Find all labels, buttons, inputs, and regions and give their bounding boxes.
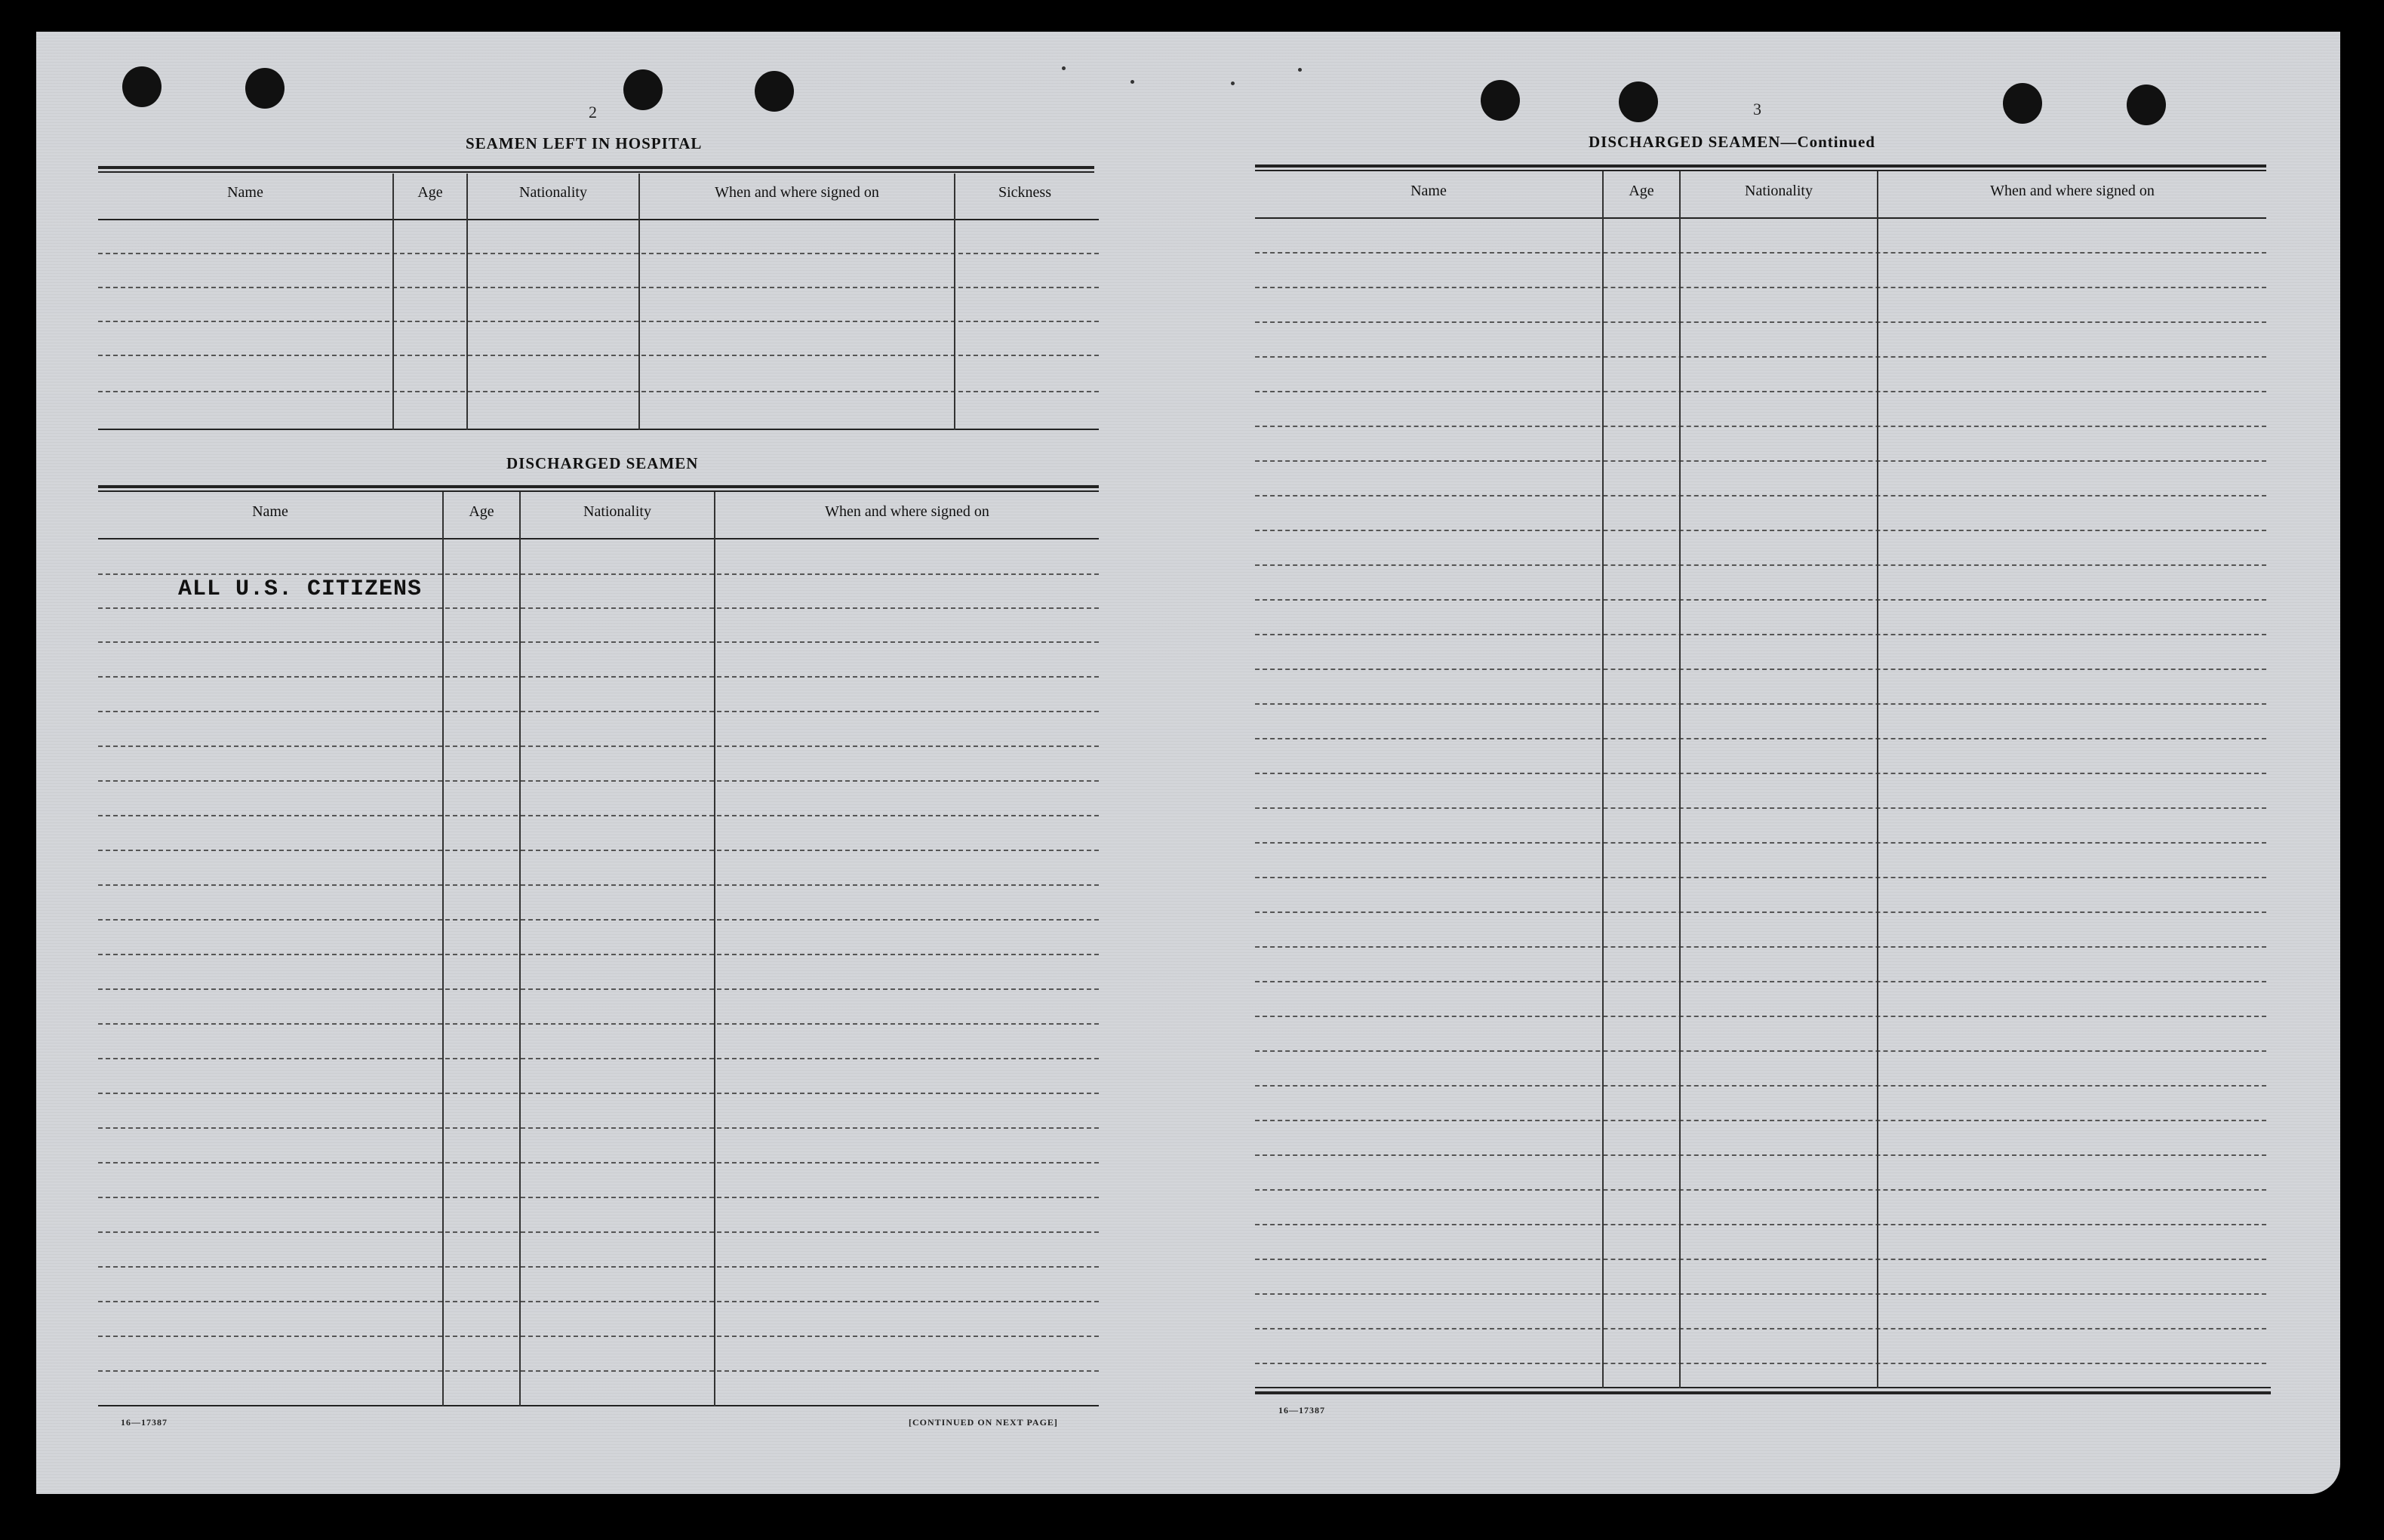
form-number-right: 16—17387	[1278, 1405, 1325, 1416]
speck	[1062, 66, 1066, 70]
discharged-col-divider	[714, 492, 715, 1406]
continued-row-line	[1255, 252, 2266, 254]
continued-row-line	[1255, 426, 2266, 427]
continued-row-line	[1255, 1363, 2266, 1364]
continued-row-line	[1255, 1120, 2266, 1121]
continued-row-line	[1255, 773, 2266, 774]
hospital-header-rule	[98, 219, 1099, 220]
discharged-row-line	[98, 573, 1099, 575]
continued-row-line	[1255, 1328, 2266, 1329]
continued-row-line	[1255, 946, 2266, 948]
continued-row-line	[1255, 391, 2266, 392]
page-number-right: 3	[1753, 100, 1761, 118]
discharged-row-line	[98, 954, 1099, 955]
continued-col-signed-on: When and where signed on	[1990, 183, 2155, 199]
punch-hole	[755, 71, 794, 112]
discharged-row-line	[98, 884, 1099, 886]
discharged-row-line	[98, 850, 1099, 851]
discharged-continued-title: DISCHARGED SEAMEN—Continued	[1589, 133, 1875, 151]
discharged-header-rule	[98, 538, 1099, 539]
continued-row-line	[1255, 877, 2266, 878]
punch-hole	[2003, 83, 2042, 124]
discharged-entry: ALL U.S. CITIZENS	[178, 576, 423, 602]
discharged-bottom-rule	[98, 1405, 1099, 1406]
discharged-col-divider	[442, 492, 444, 1406]
continued-row-line	[1255, 1259, 2266, 1260]
discharged-section-title: DISCHARGED SEAMEN	[506, 454, 699, 472]
hospital-col-divider	[466, 174, 468, 430]
continued-row-line	[1255, 495, 2266, 496]
continued-row-line	[1255, 321, 2266, 323]
discharged-row-line	[98, 1197, 1099, 1198]
continued-row-line	[1255, 1224, 2266, 1225]
discharged-row-line	[98, 780, 1099, 782]
continued-table-top-rule-thin	[1255, 170, 2266, 171]
hospital-col-divider	[954, 174, 955, 430]
speck	[1130, 80, 1134, 84]
continued-bottom-rule	[1255, 1387, 2271, 1388]
hospital-col-sickness: Sickness	[998, 184, 1051, 201]
hospital-table-top-rule	[98, 166, 1094, 169]
continued-header-rule	[1255, 217, 2266, 219]
hospital-row-line	[98, 391, 1099, 392]
continued-bottom-rule-thick	[1255, 1391, 2271, 1394]
continued-col-nationality: Nationality	[1745, 183, 1813, 199]
discharged-col-divider	[519, 492, 521, 1406]
continued-row-line	[1255, 460, 2266, 462]
continued-row-line	[1255, 530, 2266, 531]
hospital-row-line	[98, 253, 1099, 254]
discharged-col-signed-on: When and where signed on	[825, 503, 989, 520]
continued-table-top-rule	[1255, 164, 2266, 168]
discharged-row-line	[98, 1266, 1099, 1268]
hospital-col-nationality: Nationality	[519, 184, 587, 201]
discharged-row-line	[98, 1127, 1099, 1129]
speck	[1231, 81, 1235, 85]
continued-row-line	[1255, 1016, 2266, 1017]
hospital-row-line	[98, 355, 1099, 356]
document-sheet	[36, 32, 2340, 1494]
discharged-row-line	[98, 1231, 1099, 1233]
continued-row-line	[1255, 1050, 2266, 1052]
discharged-row-line	[98, 1336, 1099, 1337]
page-number-left: 2	[589, 103, 597, 121]
discharged-row-line	[98, 1058, 1099, 1059]
continued-col-name: Name	[1410, 183, 1447, 199]
punch-hole	[245, 68, 285, 109]
discharged-row-line	[98, 1370, 1099, 1372]
continued-col-divider	[1602, 171, 1604, 1388]
discharged-row-line	[98, 676, 1099, 678]
hospital-bottom-rule	[98, 429, 1099, 430]
hospital-col-age: Age	[417, 184, 443, 201]
continued-col-divider	[1877, 171, 1878, 1388]
discharged-row-line	[98, 815, 1099, 816]
discharged-row-line	[98, 711, 1099, 712]
continued-row-line	[1255, 981, 2266, 982]
discharged-row-line	[98, 1093, 1099, 1094]
form-number-left: 16—17387	[121, 1417, 168, 1428]
hospital-table-top-rule-thin	[98, 171, 1094, 173]
continued-row-line	[1255, 842, 2266, 844]
continued-row-line	[1255, 634, 2266, 635]
discharged-row-line	[98, 607, 1099, 609]
discharged-table-top-rule	[98, 485, 1099, 488]
continued-row-line	[1255, 1293, 2266, 1295]
continued-row-line	[1255, 564, 2266, 566]
continued-row-line	[1255, 911, 2266, 913]
discharged-row-line	[98, 988, 1099, 990]
continued-row-line	[1255, 807, 2266, 809]
hospital-row-line	[98, 287, 1099, 288]
hospital-col-signed-on: When and where signed on	[715, 184, 879, 201]
discharged-row-line	[98, 1023, 1099, 1025]
continued-row-line	[1255, 669, 2266, 670]
discharged-col-age: Age	[469, 503, 494, 520]
continued-note: [CONTINUED ON NEXT PAGE]	[909, 1417, 1058, 1428]
punch-hole	[1619, 81, 1658, 122]
hospital-col-divider	[392, 174, 394, 430]
hospital-col-divider	[638, 174, 640, 430]
discharged-col-nationality: Nationality	[583, 503, 651, 520]
hospital-col-name: Name	[227, 184, 263, 201]
discharged-row-line	[98, 1162, 1099, 1163]
punch-hole	[1481, 80, 1520, 121]
punch-hole	[122, 66, 161, 107]
discharged-col-name: Name	[252, 503, 288, 520]
continued-row-line	[1255, 287, 2266, 288]
punch-hole	[2127, 85, 2166, 125]
discharged-row-line	[98, 919, 1099, 921]
continued-row-line	[1255, 738, 2266, 739]
continued-col-age: Age	[1629, 183, 1654, 199]
hospital-row-line	[98, 321, 1099, 322]
discharged-row-line	[98, 1301, 1099, 1302]
continued-row-line	[1255, 1085, 2266, 1087]
speck	[1298, 68, 1302, 72]
continued-row-line	[1255, 356, 2266, 358]
punch-hole	[623, 69, 663, 110]
continued-row-line	[1255, 1189, 2266, 1191]
discharged-row-line	[98, 641, 1099, 643]
hospital-section-title: SEAMEN LEFT IN HOSPITAL	[466, 134, 703, 152]
continued-row-line	[1255, 599, 2266, 601]
discharged-table-top-rule-thin	[98, 490, 1099, 492]
continued-row-line	[1255, 1154, 2266, 1156]
continued-col-divider	[1679, 171, 1681, 1388]
discharged-row-line	[98, 745, 1099, 747]
continued-row-line	[1255, 703, 2266, 705]
